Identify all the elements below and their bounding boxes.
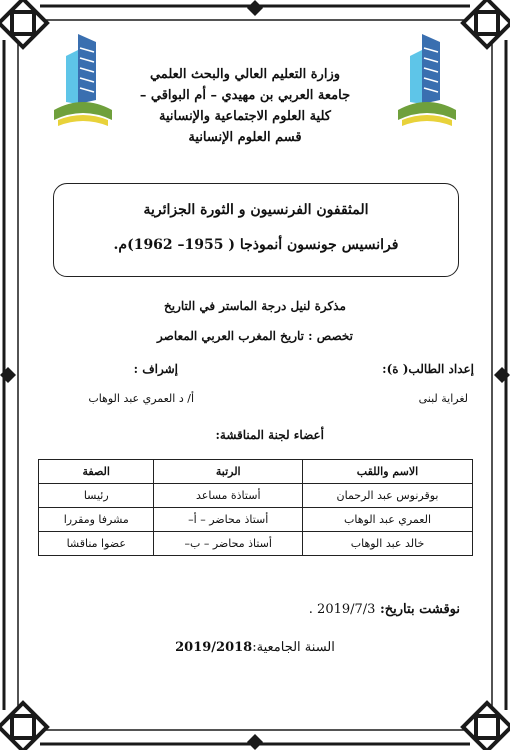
discussion-date-value: 2019/7/3 . bbox=[308, 602, 376, 617]
academic-year-value: 2019/2018 bbox=[175, 640, 253, 655]
committee-heading: أعضاء لجنة المناقشة: bbox=[215, 428, 324, 442]
header-role: الصفة bbox=[39, 460, 154, 484]
header-block bbox=[95, 64, 395, 148]
table-row bbox=[39, 532, 473, 556]
academic-year-block bbox=[120, 640, 390, 655]
member-name: بوقرنوس عبد الرحمان bbox=[303, 484, 473, 508]
university-name: جامعة العربي بن مهيدي – أم البواقي – bbox=[139, 88, 351, 103]
university-logo-right bbox=[392, 30, 462, 138]
member-rank: أستاذ محاضر – ب– bbox=[154, 532, 303, 556]
discussion-date-block bbox=[309, 602, 460, 617]
student-name: لغراية لبنى bbox=[418, 392, 468, 405]
degree-line: مذكرة لنيل درجة الماستر في التاريخ bbox=[164, 299, 346, 313]
member-name: خالد عبد الوهاب bbox=[303, 532, 473, 556]
member-role: رئيسا bbox=[39, 484, 154, 508]
specialty-line: تخصص : تاريخ المغرب العربي المعاصر bbox=[157, 329, 353, 343]
discussion-date-label: نوقشت بتاريخ: bbox=[379, 602, 460, 617]
table-row bbox=[39, 508, 473, 532]
member-rank: أستاذ محاضر – أ– bbox=[154, 508, 303, 532]
faculty-name: كلية العلوم الاجتماعية والإنسانية bbox=[159, 109, 331, 124]
logo-tower bbox=[78, 34, 96, 104]
ministry-name: وزارة التعليم العالي والبحث العلمي bbox=[149, 67, 341, 82]
thesis-title-box bbox=[53, 183, 459, 277]
member-rank: أستاذة مساعد bbox=[154, 484, 303, 508]
header-rank: الرتبة bbox=[154, 460, 303, 484]
supervisor-label: إشراف : bbox=[133, 362, 178, 376]
committee-table bbox=[38, 459, 473, 556]
member-role: مشرفا ومقررا bbox=[39, 508, 154, 532]
thesis-title-line2: فرانسيس جونسون أنموذجا ( 1955– 1962)م. bbox=[113, 237, 399, 253]
academic-year-label: السنة الجامعية: bbox=[252, 640, 335, 655]
logo-tower bbox=[422, 34, 440, 104]
table-row bbox=[39, 484, 473, 508]
department-name: قسم العلوم الإنسانية bbox=[188, 130, 302, 145]
supervisor-name: أ/ د العمري عبد الوهاب bbox=[88, 392, 194, 405]
table-header-row bbox=[39, 460, 473, 484]
member-role: عضوا مناقشا bbox=[39, 532, 154, 556]
header-name: الاسم واللقب bbox=[303, 460, 473, 484]
thesis-title-line1: المثقفون الفرنسيون و الثورة الجزائرية bbox=[143, 202, 369, 218]
member-name: العمري عبد الوهاب bbox=[303, 508, 473, 532]
student-label: إعداد الطالب( ة): bbox=[382, 362, 474, 376]
